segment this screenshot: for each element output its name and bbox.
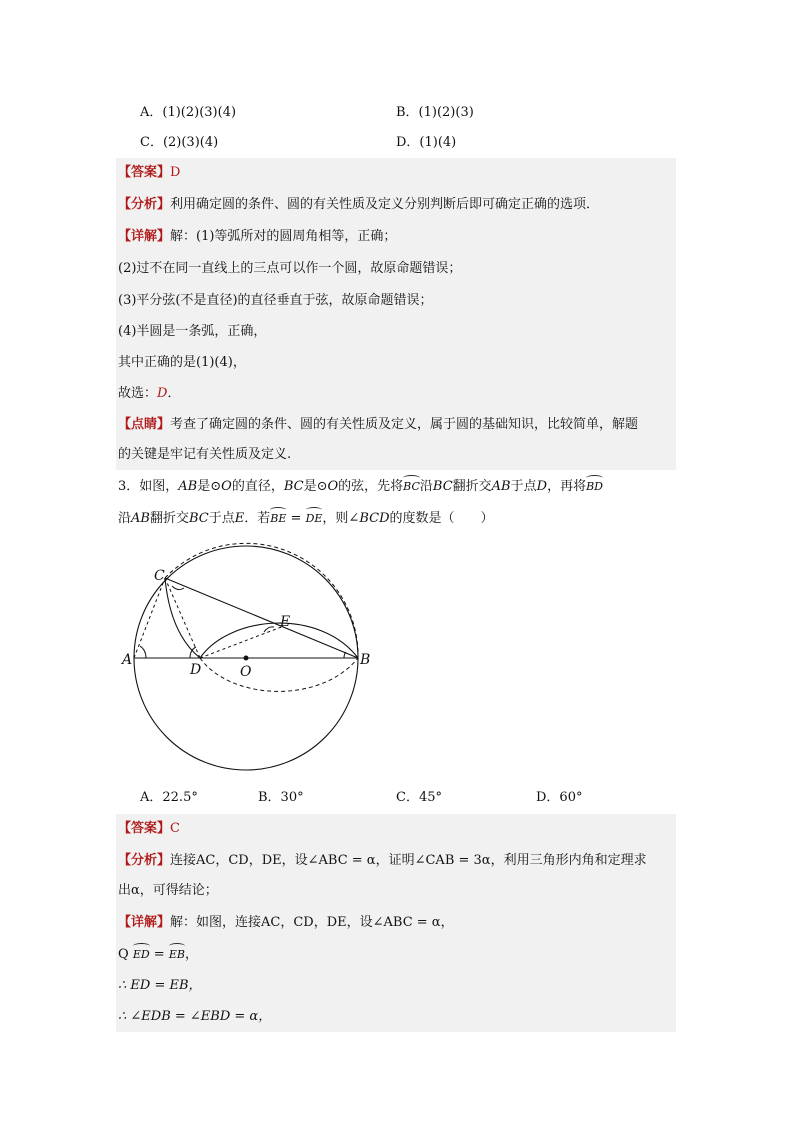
detail-6-suffix: ． <box>167 386 181 401</box>
q3-option-a: A．22.5° <box>140 790 198 805</box>
q3-analysis-tag: 【分析】 <box>118 853 171 868</box>
prev-detail-3: (3)平分弦(不是直径)的直径垂直于弦，故原命题错误； <box>118 293 433 308</box>
q3-t3: 是⊙ <box>197 479 222 494</box>
q3-answer-value: C <box>170 821 180 836</box>
q3-option-d: D．60° <box>536 790 583 805</box>
prev-option-b: B．(1)(2)(3) <box>396 105 474 120</box>
q3-l2-t3: 翻折交 <box>149 511 189 526</box>
q3-answer <box>118 819 180 839</box>
label-c: C <box>154 568 165 584</box>
q3-option-b: B．30° <box>258 790 304 805</box>
geometry-figure <box>118 540 378 780</box>
detail-text: 解：(1)等弧所对的圆周角相等，正确； <box>170 229 397 244</box>
detail-tag: 【详解】 <box>118 229 171 244</box>
q3-t7: 是⊙ <box>303 479 328 494</box>
q3-arc-be: BE <box>270 509 286 529</box>
analysis-text: 利用确定圆的条件、圆的有关性质及定义分别判断后即可确定正确的选项． <box>170 197 600 212</box>
q3-analysis-2: 出α，可得结论； <box>118 883 218 898</box>
q3-l2-t10: 的度数是（ ） <box>389 511 494 526</box>
folded-arc-bd-lower <box>200 658 358 691</box>
prev-option-c: C．(2)(3)(4) <box>140 135 219 150</box>
detail-6-prefix: 故选： <box>118 386 158 401</box>
q3-detail-3: ∴ ED = EB， <box>118 978 202 993</box>
prev-option-a: A．(1)(2)(3)(4) <box>140 105 237 120</box>
q3-t11: BC <box>432 479 453 494</box>
prev-answer <box>118 163 180 183</box>
center-point-o <box>244 656 249 661</box>
detail-6-value: D <box>157 386 168 401</box>
q3-analysis-1 <box>118 851 647 871</box>
q3-t2: AB <box>178 479 198 494</box>
prev-comment-1 <box>118 415 638 435</box>
q3-detail-text: 解：如图，连接AC，CD，DE，设∠ABC = α， <box>170 915 454 930</box>
q3-arc-bc: BC <box>403 477 420 497</box>
q3-detail-2-q: Q <box>118 947 129 962</box>
prev-detail-6 <box>118 384 180 404</box>
q3-t14: 于点 <box>510 479 537 494</box>
prev-option-d: D．(1)(4) <box>396 135 457 150</box>
q3-l2-t4: BC <box>188 511 209 526</box>
q3-t1: 3．如图， <box>118 479 179 494</box>
q3-arc-de: DE <box>306 509 323 529</box>
angle-mark-c <box>172 586 184 590</box>
q3-detail-2 <box>118 945 198 965</box>
q3-answer-tag: 【答案】 <box>118 821 171 836</box>
q3-t10: 沿 <box>419 479 433 494</box>
q3-stem-line1 <box>118 477 603 497</box>
q3-analysis-text: 连接AC，CD，DE，设∠ABC = α，证明∠CAB = 3α，利用三角形内角和定理求 <box>170 853 647 868</box>
angle-mark-a <box>140 646 146 658</box>
q3-detail-4: ∴ ∠EDB = ∠EBD = α， <box>118 1009 272 1024</box>
label-e: E <box>280 614 291 630</box>
q3-t5: 的直径， <box>231 479 284 494</box>
label-d: D <box>190 662 202 678</box>
segment-de <box>200 626 284 658</box>
q3-t12: 翻折交 <box>452 479 492 494</box>
q3-t15: D <box>536 479 548 494</box>
folded-arc-bc <box>165 543 358 658</box>
q3-l2-t8: ，则∠ <box>322 511 360 526</box>
q3-l2-t5: 于点 <box>208 511 235 526</box>
q3-arc-bd: BD <box>586 477 603 497</box>
q3-option-c: C．45° <box>396 790 442 805</box>
analysis-tag: 【分析】 <box>118 197 171 212</box>
q3-l2-t9: BCD <box>359 511 390 526</box>
comment-tag: 【点睛】 <box>118 417 171 432</box>
q3-detail-tag: 【详解】 <box>118 915 171 930</box>
label-a: A <box>122 652 133 668</box>
prev-detail-4: (4)半圆是一条弧，正确， <box>118 324 267 339</box>
q3-t16: ，再将 <box>547 479 587 494</box>
q3-t13: AB <box>491 479 511 494</box>
q3-t4: O <box>221 479 232 494</box>
prev-comment-2: 的关键是牢记有关性质及定义. <box>118 447 292 462</box>
q3-detail-2-end: ， <box>184 947 198 962</box>
q3-l2-eq: = <box>286 511 306 526</box>
comment-text: 考查了确定圆的条件、圆的有关性质及定义，属于圆的基础知识，比较简单，解题 <box>170 417 639 432</box>
label-o: O <box>240 664 252 680</box>
q3-stem-line2 <box>118 509 494 529</box>
q3-t8: O <box>327 479 339 494</box>
q3-detail-1 <box>118 913 454 933</box>
prev-analysis <box>118 195 599 215</box>
label-b: B <box>360 652 371 668</box>
prev-detail-5: 其中正确的是(1)(4)， <box>118 355 246 370</box>
q3-arc-ed: ED <box>133 945 150 965</box>
prev-detail-2: (2)过不在同一直线上的三点可以作一个圆，故原命题错误； <box>118 261 462 276</box>
q3-detail-2-eq: = <box>149 947 169 962</box>
prev-detail-1 <box>118 227 396 247</box>
answer-value: D <box>170 165 181 180</box>
q3-arc-eb: EB <box>169 945 185 965</box>
segment-ac <box>134 578 165 658</box>
q3-t6: BC <box>283 479 304 494</box>
q3-l2-t2: AB <box>131 511 150 526</box>
chord-bc <box>165 578 358 658</box>
answer-tag: 【答案】 <box>118 165 171 180</box>
q3-l2-t6: E <box>234 511 245 526</box>
q3-l2-t1: 沿 <box>118 511 132 526</box>
q3-l2-t7: ．若 <box>244 511 271 526</box>
q3-t9: 的弦，先将 <box>338 479 404 494</box>
